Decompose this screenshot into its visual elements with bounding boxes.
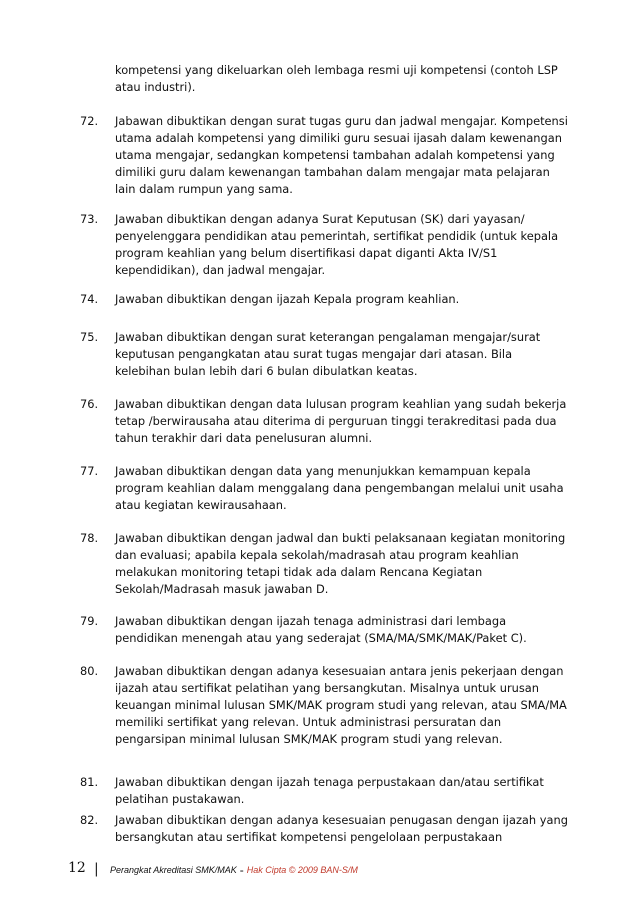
intro-paragraph: kompetensi yang dikeluarkan oleh lembaga resmi uji kompetensi (contoh LSP atau industri). xyxy=(115,63,558,94)
item-text: Jawaban dibuktikan dengan ijazah tenaga perpustakaan dan/atau sertifikat pelatihan pustakawan. xyxy=(115,775,544,806)
item-number: 75. xyxy=(80,330,99,344)
item-number: 79. xyxy=(80,614,99,628)
item-number: 78. xyxy=(80,531,99,545)
page-number: 12 xyxy=(68,860,86,876)
item-text: Jawaban dibuktikan dengan adanya Surat Keputusan (SK) dari yayasan/ penyelenggara pendidikan atau pemerintah, sertifikat pendidik (untuk kepala program keahlian yang belum disertifikasi dapat diganti Akta IV/S1 kependidikan), dan jadwal mengajar. xyxy=(115,212,559,277)
item-number: 77. xyxy=(80,464,99,478)
footer-separator: | xyxy=(94,861,99,877)
item-number: 80. xyxy=(80,664,99,678)
item-text: Jawaban dibuktikan dengan surat keterangan pengalaman mengajar/surat keputusan pengangkatan atau surat tugas mengajar dari atasan. Bila kelebihan bulan lebih dari 6 bulan dibulatkan keatas. xyxy=(115,330,541,378)
item-text: Jawaban dibuktikan dengan adanya kesesuaian antara jenis pekerjaan dengan ijazah atau sertifikat pelatihan yang bersangkutan. Misalnya untuk urusan keuangan minimal lulusan SMK/MAK program studi yang relevan, atau SMA/MA memiliki sertifikat yang relevan. Untuk administrasi persuratan dan pengarsipan minimal lulusan SMK/MAK program studi yang relevan. xyxy=(115,664,567,746)
item-number: 72. xyxy=(80,114,99,128)
item-text: Jawaban dibuktikan dengan data lulusan program keahlian yang sudah bekerja tetap /berwirausaha atau diterima di perguruan tinggi terakreditasi pada dua tahun terakhir dari data penelusuran alumni. xyxy=(115,397,567,445)
item-number: 82. xyxy=(80,813,99,827)
item-text: Jawaban dibuktikan dengan adanya kesesuaian penugasan dengan ijazah yang bersangkutan atau sertifikat kompetensi pengelolaan perpustakaan xyxy=(115,813,568,844)
item-text: Jabawan dibuktikan dengan surat tugas guru dan jadwal mengajar. Kompetensi utama adalah kompetensi yang dimiliki guru sesuai ijasah dalam kewenangan utama mengajar, sedangkan kompetensi tambahan adalah kompetensi yang dimiliki guru dalam kewenangan tambahan dalam mengajar mata pelajaran lain dalam rumpun yang sama. xyxy=(115,114,568,196)
page-footer xyxy=(68,860,588,880)
item-number: 76. xyxy=(80,397,99,411)
item-number: 74. xyxy=(80,292,99,306)
item-number: 73. xyxy=(80,212,99,226)
item-number: 81. xyxy=(80,775,99,789)
item-text: Jawaban dibuktikan dengan jadwal dan bukti pelaksanaan kegiatan monitoring dan evaluasi; apabila kepala sekolah/madrasah atau program keahlian melakukan monitoring tetapi tidak ada dalam Rencana Kegiatan Sekolah/Madrasah masuk jawaban D. xyxy=(115,531,566,596)
footer-copyright: Hak Cipta © 2009 BAN-S/M xyxy=(246,865,358,875)
footer-dash: - xyxy=(239,863,244,877)
item-text: Jawaban dibuktikan dengan data yang menunjukkan kemampuan kepala program keahlian dalam menggalang dana pengembangan melalui unit usaha atau kegiatan kewirausahaan. xyxy=(115,464,564,512)
footer-doc-title: Perangkat Akreditasi SMK/MAK xyxy=(110,865,237,875)
item-text: Jawaban dibuktikan dengan ijazah Kepala program keahlian. xyxy=(115,292,460,306)
item-text: Jawaban dibuktikan dengan ijazah tenaga administrasi dari lembaga pendidikan menengah atau yang sederajat (SMA/MA/SMK/MAK/Paket C). xyxy=(115,614,527,645)
footer-text xyxy=(110,863,358,877)
